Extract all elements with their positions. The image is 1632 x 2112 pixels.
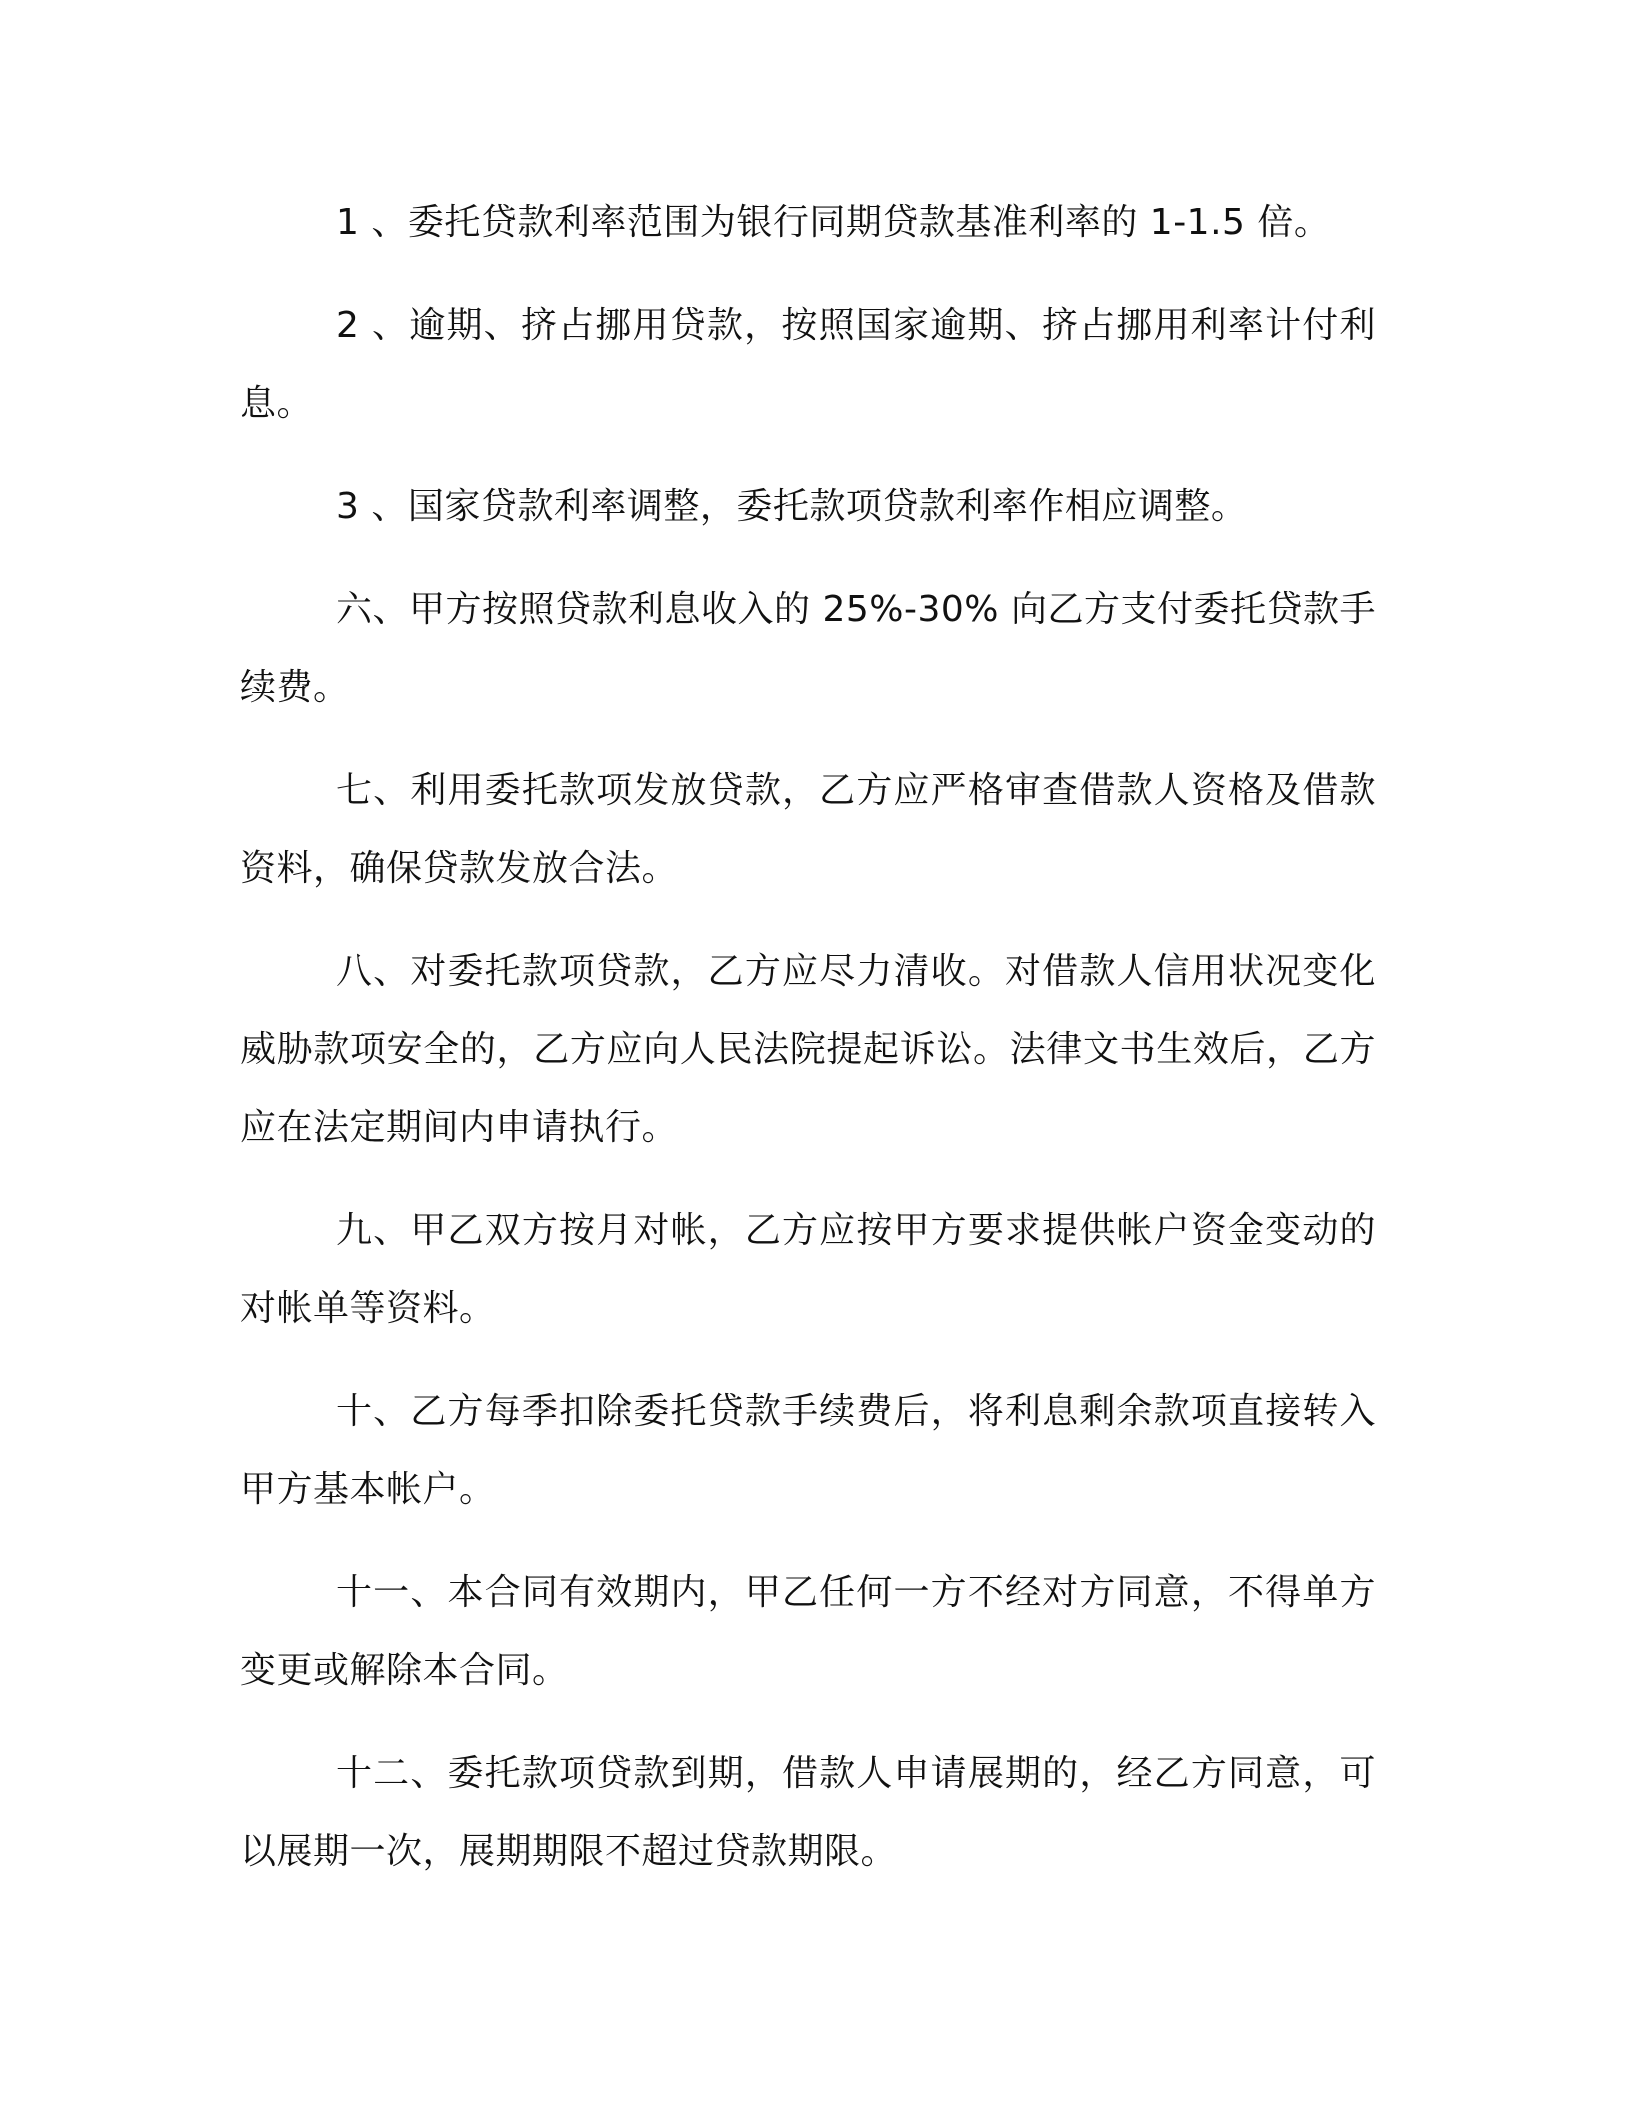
paragraph-clause-10: 十、乙方每季扣除委托贷款手续费后，将利息剩余款项直接转入甲方基本帐户。 [240, 1391, 1376, 1510]
paragraph-clause-8: 八、对委托款项贷款，乙方应尽力清收。对借款人信用状况变化威胁款项安全的，乙方应向人民法院提起诉讼。法律文书生效后，乙方应在法定期间内申请执行。 [240, 951, 1376, 1148]
paragraph-clause-11: 十一、本合同有效期内，甲乙任何一方不经对方同意，不得单方变更或解除本合同。 [240, 1572, 1376, 1691]
paragraph-clause-9: 九、甲乙双方按月对帐，乙方应按甲方要求提供帐户资金变动的对帐单等资料。 [240, 1210, 1376, 1329]
paragraph-clause-6: 六、甲方按照贷款利息收入的 25%-30% 向乙方支付委托贷款手续费。 [240, 589, 1376, 708]
paragraph-clause-7: 七、利用委托款项发放贷款，乙方应严格审查借款人资格及借款资料，确保贷款发放合法。 [240, 770, 1376, 889]
paragraph-interest-rate-range: 1 、委托贷款利率范围为银行同期贷款基准利率的 1-1.5 倍。 [336, 202, 1331, 243]
document-body [240, 184, 1376, 1916]
paragraph-overdue-interest: 2 、逾期、挤占挪用贷款，按照国家逾期、挤占挪用利率计付利息。 [240, 305, 1376, 424]
paragraph-clause-12: 十二、委托款项贷款到期，借款人申请展期的，经乙方同意，可以展期一次，展期期限不超过贷款期限。 [240, 1753, 1376, 1872]
paragraph-rate-adjustment: 3 、国家贷款利率调整，委托款项贷款利率作相应调整。 [336, 486, 1248, 527]
